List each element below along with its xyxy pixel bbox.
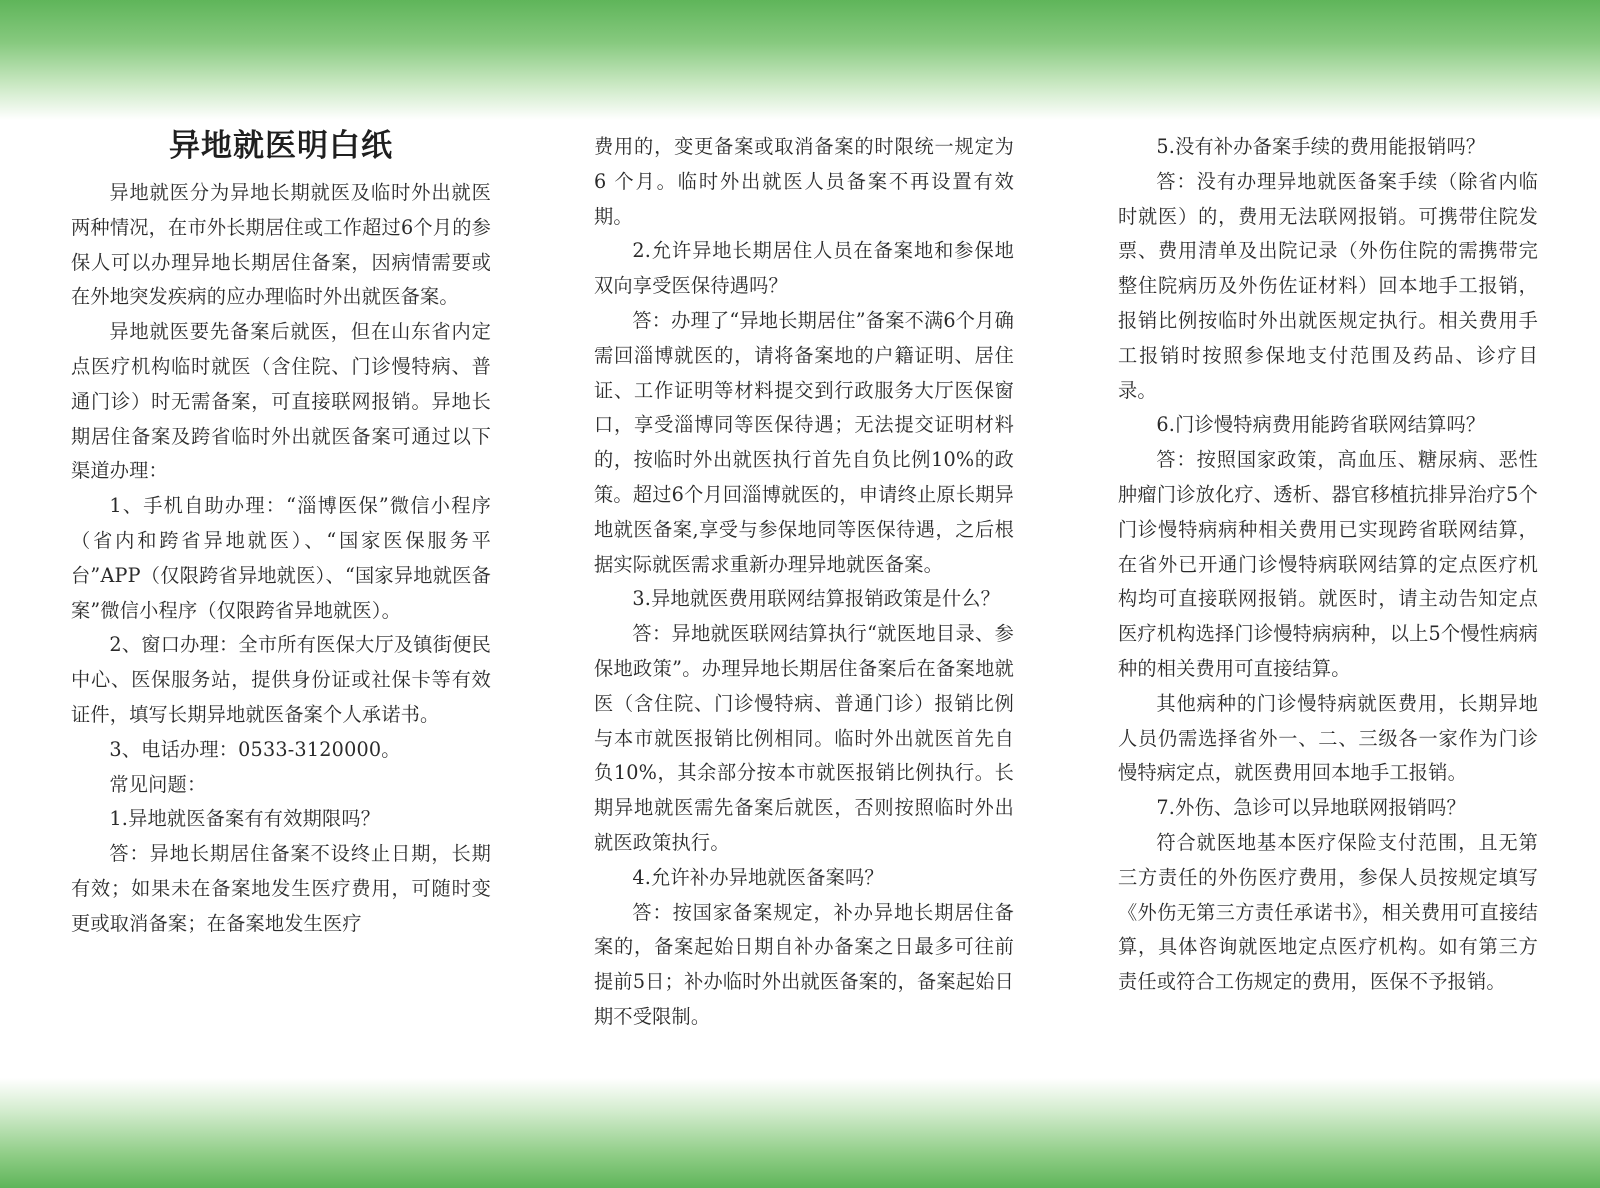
column-left (71, 118, 491, 942)
answer-4: 答：按国家备案规定，补办异地长期居住备案的，备案起始日期自补办备案之日最多可往前提前5日；补办临时外出就医备案的，备案起始日期不受限制。 (594, 900, 1014, 1028)
question-2: 2.允许异地长期居住人员在备案地和参保地双向享受医保待遇吗？ (594, 239, 1014, 298)
question-7: 7.外伤、急诊可以异地联网报销吗？ (1156, 796, 1466, 820)
column-middle (594, 130, 1014, 1035)
answer-2: 答：办理了“异地长期居住”备案不满6个月确需回淄博就医的，请将备案地的户籍证明、居住证、工作证明等材料提交到行政服务大厅医保窗口，享受淄博同等医保待遇；无法提交证明材料的，按临时外出就医执行首先自负比例10%的政策。超过6个月回淄博就医的，申请终止原长期异地就医备案,享受与参保地同等医保待遇，之后根据实际就医需求重新办理异地就医备案。 (594, 308, 1014, 576)
answer-1-part-1: 答：异地长期居住备案不设终止日期，长期有效；如果未在备案地发生医疗费用，可随时变更或取消备案；在备案地发生医疗 (71, 842, 491, 935)
question-6: 6.门诊慢特病费用能跨省联网结算吗？ (1156, 413, 1486, 437)
question-3: 3.异地就医费用联网结算报销政策是什么？ (632, 587, 1001, 611)
answer-3: 答：异地就医联网结算执行“就医地目录、参保地政策”。办理异地长期居住备案后在备案地就医（含住院、门诊慢特病、普通门诊）报销比例与本市就医报销比例相同。临时外出就医首先自负10%，其余部分按本市就医报销比例执行。长期异地就医需先备案后就医，否则按照临时外出就医政策执行。 (594, 622, 1014, 854)
answer-7: 符合就医地基本医疗保险支付范围，且无第三方责任的外伤医疗费用，参保人员按规定填写《外伤无第三方责任承诺书》，相关费用可直接结算，具体咨询就医地定点医疗机构。如有第三方责任或符合工伤规定的费用，医保不予报销。 (1118, 830, 1538, 994)
answer-5: 答：没有办理异地就医备案手续（除省内临时就医）的，费用无法联网报销。可携带住院发票、费用清单及出院记录（外伤住院的需携带完整住院病历及外伤佐证材料）回本地手工报销，报销比例按临时外出就医规定执行。相关费用手工报销时按照参保地支付范围及药品、诊疗目录。 (1118, 169, 1538, 402)
channel-phone-paragraph: 3、电话办理：0533-3120000。 (109, 737, 401, 761)
question-4: 4.允许补办异地就医备案吗？ (632, 865, 884, 889)
intro-paragraph: 异地就医分为异地长期就医及临时外出就医两种情况，在市外长期居住或工作超过6个月的参保人可以办理异地长期居住备案，因病情需要或在外地突发疾病的应办理临时外出就医备案。 (71, 181, 491, 309)
question-1: 1.异地就医备案有有效期限吗？ (109, 807, 381, 831)
registration-paragraph: 异地就医要先备案后就医，但在山东省内定点医疗机构临时就医（含住院、门诊慢特病、普通门诊）时无需备案，可直接联网报销。异地长期居住备案及跨省临时外出就医备案可通过以下渠道办理： (71, 320, 491, 483)
top-gradient-band (0, 0, 1600, 120)
column-right (1118, 130, 1538, 1000)
question-5: 5.没有补办备案手续的费用能报销吗？ (1156, 135, 1486, 158)
answer-6: 答：按照国家政策，高血压、糖尿病、恶性肿瘤门诊放化疗、透析、器官移植抗排异治疗5个门诊慢特病病种相关费用已实现跨省联网结算，在省外已开通门诊慢特病联网结算的定点医疗机构均可直接联网报销。就医时，请主动告知定点医疗机构选择门诊慢特病病种，以上5个慢性病病种的相关费用可直接结算。 (1118, 448, 1538, 680)
channel-window-paragraph: 2、窗口办理：全市所有医保大厅及镇街便民中心、医保服务站，提供身份证或社保卡等有效证件，填写长期异地就医备案个人承诺书。 (71, 633, 491, 726)
answer-1-part-2: 费用的，变更备案或取消备案的时限统一规定为 6 个月。临时外出就医人员备案不再设置有效期。 (594, 135, 1014, 228)
answer-6-extra: 其他病种的门诊慢特病就医费用，长期异地人员仍需选择省外一、二、三级各一家作为门诊慢特病定点，就医费用回本地手工报销。 (1118, 691, 1538, 785)
document-title: 异地就医明白纸 (169, 128, 393, 164)
channel-mobile-paragraph: 1、手机自助办理：“淄博医保”微信小程序（省内和跨省异地就医）、“国家医保服务平台”APP（仅限跨省异地就医）、“国家异地就医备案”微信小程序（仅限跨省异地就医）。 (71, 494, 491, 622)
bottom-gradient-band (0, 1078, 1600, 1188)
faq-heading: 常见问题： (109, 772, 207, 796)
